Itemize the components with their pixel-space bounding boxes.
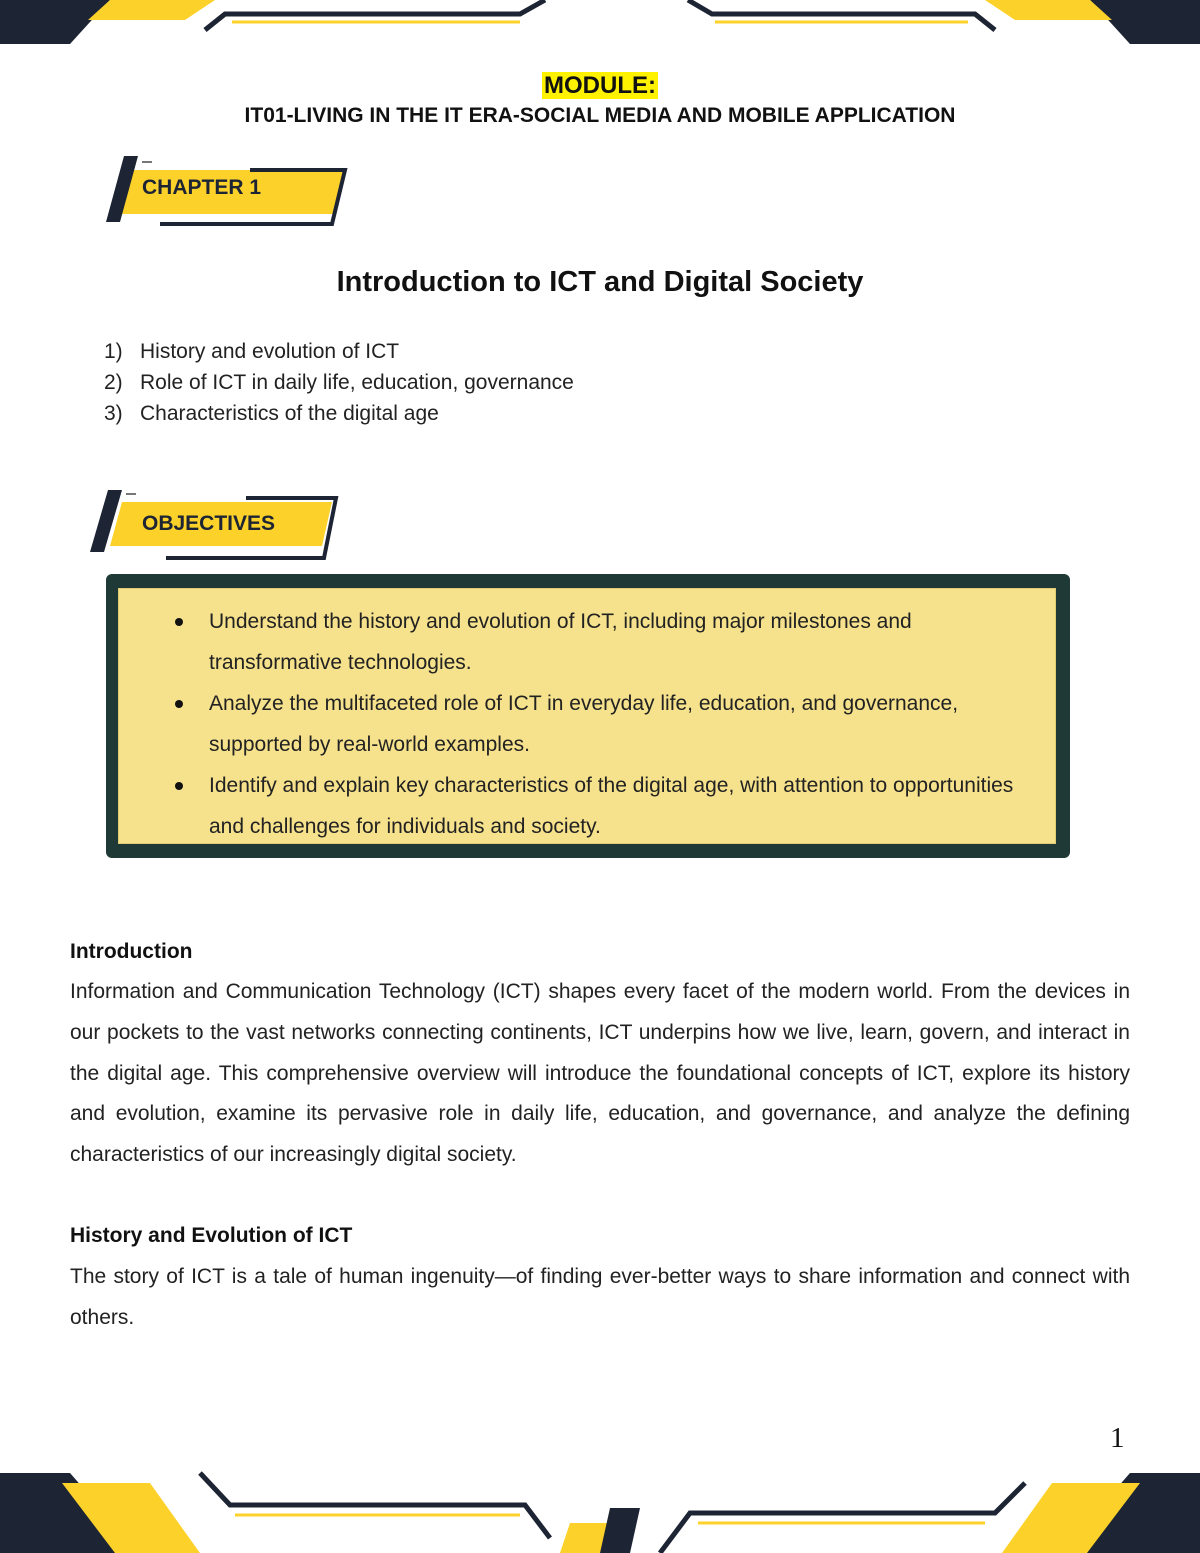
objective-text: Understand the history and evolution of ICT, including major milestones and transformative technologies. bbox=[209, 610, 912, 674]
objective-item bbox=[181, 683, 1025, 765]
bullet-icon bbox=[175, 700, 183, 708]
introduction-paragraph: Information and Communication Technology (ICT) shapes every facet of the modern world. From the devices in our pockets to the vast networks connecting continents, ICT underpins how we live, learn, govern, and interact in the digital age. This comprehensive overview will introduce the foundational concepts of ICT, explore its history and evolution, examine its pervasive role in daily life, education, and governance, and analyze the defining characteristics of our increasingly digital society. bbox=[70, 980, 1130, 1167]
objective-item bbox=[181, 765, 1025, 847]
module-title: IT01-LIVING IN THE IT ERA-SOCIAL MEDIA AND MOBILE APPLICATION bbox=[244, 104, 956, 127]
chapter-tag bbox=[100, 152, 350, 228]
objectives-box bbox=[106, 574, 1070, 858]
topic-number: 1) bbox=[104, 340, 123, 363]
objective-text: Analyze the multifaceted role of ICT in everyday life, education, and governance, supported by real-world examples. bbox=[209, 692, 959, 756]
topics-list bbox=[104, 336, 574, 429]
top-decorative-border bbox=[0, 0, 1200, 60]
chapter-tag-label: CHAPTER 1 bbox=[142, 176, 262, 199]
objective-item bbox=[181, 601, 1025, 683]
topic-text: Role of ICT in daily life, education, governance bbox=[140, 371, 574, 394]
module-label-text: MODULE: bbox=[544, 72, 656, 99]
history-heading: History and Evolution of ICT bbox=[70, 1224, 353, 1247]
bullet-icon bbox=[175, 782, 183, 790]
module-label bbox=[0, 72, 1200, 100]
topic-number: 2) bbox=[104, 371, 123, 394]
objective-text: Identify and explain key characteristics of the digital age, with attention to opportunities and challenges for individuals and society. bbox=[209, 774, 1014, 838]
objectives-panel bbox=[118, 588, 1056, 844]
topic-text: History and evolution of ICT bbox=[140, 340, 400, 363]
introduction-heading: Introduction bbox=[70, 940, 193, 963]
objectives-tag-label: OBJECTIVES bbox=[142, 512, 276, 535]
topic-item bbox=[104, 336, 574, 367]
main-title: Introduction to ICT and Digital Society bbox=[336, 266, 864, 298]
topic-item bbox=[104, 367, 574, 398]
bullet-icon bbox=[175, 618, 183, 626]
objectives-tag bbox=[86, 486, 340, 562]
page-number: 1 bbox=[1110, 1422, 1125, 1454]
bottom-decorative-border bbox=[0, 1463, 1200, 1553]
history-paragraph: The story of ICT is a tale of human ingenuity—of finding ever-better ways to share information and connect with others. bbox=[70, 1265, 1130, 1329]
topic-number: 3) bbox=[104, 402, 123, 425]
objectives-list bbox=[181, 601, 1025, 847]
topic-item bbox=[104, 398, 574, 429]
topic-text: Characteristics of the digital age bbox=[140, 402, 439, 425]
